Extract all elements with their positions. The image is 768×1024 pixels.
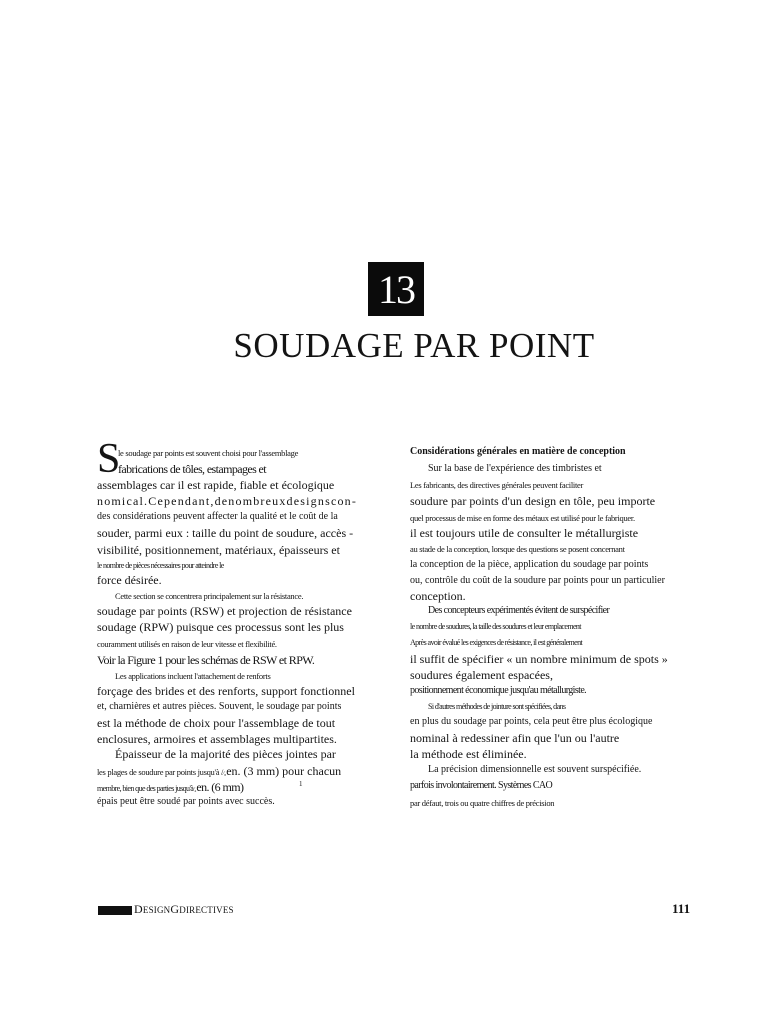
text-line: assemblages car il est rapide, fiable et écologique [97, 478, 335, 492]
text-line: Sur la base de l'expérience des timbristes et [428, 463, 602, 474]
footer-label-part: DIRECTIVES [179, 905, 234, 915]
text-line: Si d'autres méthodes de jointure sont spécifiées, dans [428, 702, 566, 711]
text-line: Cette section se concentrera principalement sur la résistance. [115, 591, 304, 601]
text-line: soudage (RPW) puisque ces processus sont les plus [97, 620, 344, 634]
footnote-mark: 1 [299, 780, 303, 788]
text-line: La précision dimensionnelle est souvent surspécifiée. [428, 764, 642, 775]
text-line: parfois involontairement. Systèmes CAO [410, 780, 553, 791]
text-line: fabrications de tôles, estampages et [118, 462, 267, 476]
text-fragment: membre, bien que des parties jusqu'à [97, 784, 194, 793]
text-line: conception. [410, 589, 466, 603]
footer-label-part: G [170, 902, 180, 916]
text-line: des considérations peuvent affecter la qualité et le coût de la [97, 511, 338, 522]
text-line: soudage par points (RSW) et projection de résistance [97, 604, 352, 618]
text-line: Des concepteurs expérimentés évitent de surspécifier [428, 605, 610, 616]
text-line: épais peut être soudé par points avec succès. [97, 796, 275, 807]
text-line: le nombre de soudures, la taille des soudures et leur emplacement [410, 622, 581, 631]
text-line: par défaut, trois ou quatre chiffres de précision [410, 798, 555, 808]
chapter-number-box [368, 262, 424, 316]
chapter-number: 13 [378, 266, 414, 312]
publisher-logo [98, 906, 132, 915]
text-line: Les fabricants, des directives générales peuvent faciliter [410, 480, 584, 490]
text-line: le soudage par points est souvent choisi pour l'assemblage [118, 448, 299, 458]
text-line: en plus du soudage par points, cela peut être plus écologique [410, 716, 653, 727]
text-line: Après avoir évalué les exigences de résistance, il est généralement [410, 638, 583, 647]
section-heading: Considérations générales en matière de conception [410, 446, 626, 457]
chapter-title: SOUDAGE PAR POINT [233, 326, 595, 365]
footer-label [134, 902, 234, 917]
text-line: la méthode est éliminée. [410, 747, 527, 761]
text-fragment: en. (3 mm) pour chacun [226, 764, 342, 778]
page-number: 111 [672, 901, 691, 916]
text-line: il suffit de spécifier « un nombre minimum de spots » [410, 652, 668, 666]
text-line: il est toujours utile de consulter le métallurgiste [410, 526, 639, 540]
text-line: au stade de la conception, lorsque des questions se posent concernant [410, 544, 625, 554]
text-line: et, charnières et autres pièces. Souvent, le soudage par points [97, 701, 342, 712]
text-line: positionnement économique jusqu'au métallurgiste. [410, 685, 587, 696]
text-line: enclosures, armoires et assemblages multipartites. [97, 732, 337, 746]
text-line: Épaisseur de la majorité des pièces jointes par [115, 747, 336, 761]
text-line: forçage des brides et des renforts, support fonctionnel [97, 684, 355, 698]
text-line: quel processus de mise en forme des métaux est utilisé pour le fabriquer. [410, 513, 635, 523]
text-fragment: les plages de soudure par points jusqu'à / [97, 767, 224, 777]
footer-label-part: D [134, 902, 143, 916]
text-line [97, 764, 341, 781]
text-line: est la méthode de choix pour l'assemblage de tout [97, 716, 336, 730]
fraction: ⁄₈ [223, 771, 227, 777]
text-line: Les applications incluent l'attachement de renforts [115, 671, 271, 681]
footer-label-part: ESIGN [142, 905, 171, 915]
text-line: soudures également espacées, [410, 668, 553, 682]
text-line: nominal à redessiner afin que l'un ou l'autre [410, 731, 620, 745]
text-line: la conception de la pièce, application du soudage par points [410, 559, 649, 570]
text-line: soudure par points d'un design en tôle, peu importe [410, 494, 656, 508]
text-line: couramment utilisés en raison de leur vitesse et flexibilité. [97, 639, 277, 649]
text-line: Voir la Figure 1 pour les schémas de RSW et RPW. [97, 653, 315, 667]
text-line: visibilité, positionnement, matériaux, épaisseurs et [97, 543, 340, 557]
text-line: ou, contrôle du coût de la soudure par points pour un particulier [410, 575, 665, 586]
text-fragment: en. (6 mm) [196, 780, 244, 794]
text-line: le nombre de pièces nécessaires pour atteindre le [97, 561, 224, 570]
text-line: nomical.Cependant,denombreuxdesignscon- [97, 494, 358, 508]
text-line: souder, parmi eux : taille du point de soudure, accès - [97, 526, 354, 540]
text-line: force désirée. [97, 573, 162, 587]
fraction: ⁄₄ [193, 787, 197, 793]
dropcap: S [97, 436, 121, 482]
